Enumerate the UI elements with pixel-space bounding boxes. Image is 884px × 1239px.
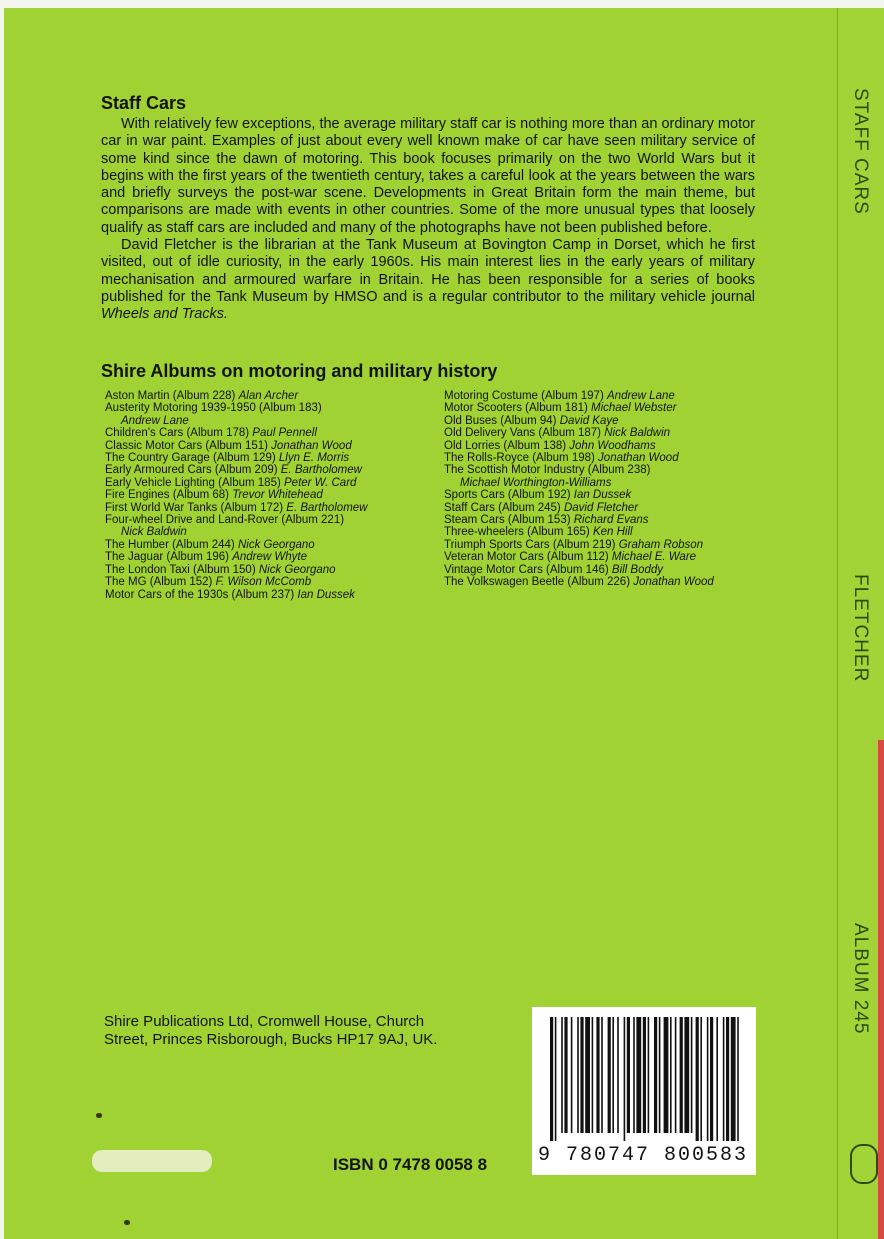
album-list-item bbox=[444, 551, 764, 563]
album-list-item bbox=[444, 539, 764, 551]
book-heading: Staff Cars bbox=[101, 93, 187, 113]
spine-album-number: ALBUM 245 bbox=[850, 923, 871, 1035]
album-list-item bbox=[105, 526, 435, 538]
album-author: Andrew Lane bbox=[121, 414, 189, 427]
album-title: Old Buses (Album 94) bbox=[444, 414, 557, 427]
album-list-item bbox=[105, 427, 435, 439]
album-author: Ken Hill bbox=[592, 526, 633, 539]
album-author: Richard Evans bbox=[573, 514, 649, 527]
album-title: Fire Engines (Album 68) bbox=[105, 489, 229, 502]
address-line-1: Shire Publications Ltd, Cromwell House, Church bbox=[104, 1013, 425, 1030]
album-author: Graham Robson bbox=[618, 538, 704, 551]
album-title: The Volkswagen Beetle (Album 226) bbox=[444, 576, 631, 589]
album-list-item bbox=[105, 415, 435, 427]
album-author: Michael Webster bbox=[591, 402, 677, 415]
album-title: Classic Motor Cars (Album 151) bbox=[105, 439, 268, 452]
album-list-item bbox=[444, 415, 764, 427]
album-author: E. Bartholomew bbox=[280, 464, 362, 477]
album-author: Bill Boddy bbox=[611, 563, 664, 576]
album-author: Llyn E. Morris bbox=[278, 452, 350, 465]
journal-title: Wheels and Tracks. bbox=[101, 306, 229, 323]
spine-red-edge bbox=[878, 740, 884, 1239]
album-author: Nick Baldwin bbox=[604, 427, 671, 440]
album-author: Andrew Whyte bbox=[232, 551, 307, 564]
scuff-mark bbox=[92, 1150, 212, 1172]
album-author: Ian Dussek bbox=[573, 489, 632, 502]
album-list-item bbox=[444, 564, 764, 576]
album-title: The Rolls-Royce (Album 198) bbox=[444, 452, 595, 465]
album-list-item bbox=[105, 551, 435, 563]
album-list-item bbox=[105, 514, 435, 526]
album-title: Children's Cars (Album 178) bbox=[105, 427, 250, 440]
album-list-item bbox=[105, 589, 435, 601]
album-list-right bbox=[444, 390, 764, 589]
description-paragraph: With relatively few exceptions, the average military staff car is nothing more than an ordinary motor car in war paint. Examples of just about every well known make of car have seen military service of some kind since the dawn of motoring. This book focuses primarily on the two World Wars but it begins with the first years of the twentieth century, takes a careful look at the years between the wars and briefly surveys the post-war scene. Developments in Great Britain form the main theme, but comparisons are made with events in other countries. Some of the more unusual types that loosely qualify as staff cars are included and many of the photographs have not been published before. bbox=[101, 116, 755, 236]
isbn-label: ISBN 0 7478 0058 8 bbox=[333, 1155, 488, 1174]
album-list-item bbox=[105, 477, 435, 489]
album-list-item bbox=[444, 464, 764, 476]
album-author: Alan Archer bbox=[238, 390, 299, 402]
album-author: Ian Dussek bbox=[297, 588, 355, 601]
author-bio-text: David Fletcher is the librarian at the Tank Museum at Bovington Camp in Dorset, which he first visited, out of idle curiosity, in the early 1960s. His main interest lies in the early years of military mechanisation and armoured warfare in Britain. He has been responsible for a series of books published for the Tank Museum by HMSO and is a regular contributor to the military vehicle journal bbox=[101, 237, 755, 305]
album-title: Austerity Motoring 1939-1950 (Album 183) bbox=[105, 402, 322, 415]
album-author: David Kaye bbox=[559, 414, 619, 427]
album-title: Vintage Motor Cars (Album 146) bbox=[444, 563, 609, 576]
album-list-item bbox=[105, 489, 435, 501]
album-title: The Scottish Motor Industry (Album 238) bbox=[444, 464, 651, 477]
series-list-heading: Shire Albums on motoring and military history bbox=[101, 361, 498, 381]
stain-mark bbox=[124, 1220, 130, 1225]
album-title: The MG (Album 152) bbox=[105, 576, 213, 589]
spine-title: STAFF CARS bbox=[850, 88, 871, 215]
album-title: Early Vehicle Lighting (Album 185) bbox=[105, 476, 281, 489]
album-title: Early Armoured Cars (Album 209) bbox=[105, 464, 278, 477]
album-title: Old Delivery Vans (Album 187) bbox=[444, 427, 602, 440]
album-list-item bbox=[444, 514, 764, 526]
album-title: Triumph Sports Cars (Album 219) bbox=[444, 538, 616, 551]
album-list-item bbox=[105, 564, 435, 576]
barcode-number: 9 780747 800583 bbox=[538, 1144, 749, 1167]
album-author: Peter W. Card bbox=[284, 476, 357, 489]
album-title: Veteran Motor Cars (Album 112) bbox=[444, 551, 609, 564]
album-list-item bbox=[105, 539, 435, 551]
album-author: Paul Pennell bbox=[252, 427, 317, 440]
album-author: F. Wilson McComb bbox=[215, 576, 312, 589]
album-title: Staff Cars (Album 245) bbox=[444, 501, 561, 514]
spine-author: FLETCHER bbox=[850, 574, 871, 683]
album-title: Sports Cars (Album 192) bbox=[444, 489, 571, 502]
album-list-item bbox=[105, 452, 435, 464]
album-list-item bbox=[444, 452, 764, 464]
album-title: Motoring Costume (Album 197) bbox=[444, 390, 604, 402]
album-author: Jonathan Wood bbox=[598, 452, 679, 465]
barcode-bars-icon bbox=[550, 1017, 740, 1141]
album-author: Andrew Lane bbox=[607, 390, 675, 402]
album-title: The Country Garage (Album 129) bbox=[105, 452, 276, 465]
album-author: E. Bartholomew bbox=[286, 501, 368, 514]
publisher-address bbox=[104, 1013, 437, 1049]
album-author: Michael Worthington-Williams bbox=[460, 476, 612, 489]
publisher-logo-icon bbox=[850, 1144, 878, 1184]
album-title: Four-wheel Drive and Land-Rover (Album 221) bbox=[105, 514, 345, 527]
album-author: Nick Georgano bbox=[237, 538, 315, 551]
album-list-item bbox=[105, 502, 435, 514]
author-bio-paragraph bbox=[101, 237, 755, 323]
album-title: Old Lorries (Album 138) bbox=[444, 439, 567, 452]
album-author: Michael E. Ware bbox=[611, 551, 697, 564]
album-author: Trevor Whitehead bbox=[232, 489, 323, 502]
album-author: Nick Baldwin bbox=[121, 526, 187, 539]
album-title: Motor Cars of the 1930s (Album 237) bbox=[105, 588, 295, 601]
album-list-item bbox=[444, 502, 764, 514]
album-title: The Jaguar (Album 196) bbox=[105, 551, 230, 564]
address-line-2: Street, Princes Risborough, Bucks HP17 9AJ, UK. bbox=[104, 1031, 438, 1048]
album-title: Steam Cars (Album 153) bbox=[444, 514, 571, 527]
album-list-left bbox=[105, 390, 435, 601]
album-list-item bbox=[105, 402, 435, 414]
album-list-item bbox=[105, 390, 435, 402]
album-author: John Woodhams bbox=[569, 439, 656, 452]
stain-mark bbox=[96, 1113, 102, 1118]
album-author: Jonathan Wood bbox=[271, 439, 352, 452]
book-description bbox=[101, 116, 755, 324]
album-list-item bbox=[444, 440, 764, 452]
album-author: Jonathan Wood bbox=[633, 576, 714, 589]
album-title: The Humber (Album 244) bbox=[105, 538, 235, 551]
album-title: The London Taxi (Album 150) bbox=[105, 563, 256, 576]
album-list-item bbox=[444, 477, 764, 489]
album-list-item bbox=[105, 440, 435, 452]
album-title: Aston Martin (Album 228) bbox=[105, 390, 236, 402]
album-list-item bbox=[444, 576, 764, 588]
album-author: David Fletcher bbox=[563, 501, 639, 514]
barcode bbox=[532, 1007, 756, 1175]
album-title: Motor Scooters (Album 181) bbox=[444, 402, 588, 415]
album-list-item bbox=[105, 576, 435, 588]
album-list-item bbox=[444, 390, 764, 402]
album-author: Nick Georgano bbox=[258, 563, 336, 576]
album-title: First World War Tanks (Album 172) bbox=[105, 501, 284, 514]
album-list-item bbox=[444, 402, 764, 414]
album-list-item bbox=[444, 526, 764, 538]
album-title: Three-wheelers (Album 165) bbox=[444, 526, 590, 539]
album-list-item bbox=[444, 489, 764, 501]
album-list-item bbox=[105, 464, 435, 476]
album-list-item bbox=[444, 427, 764, 439]
